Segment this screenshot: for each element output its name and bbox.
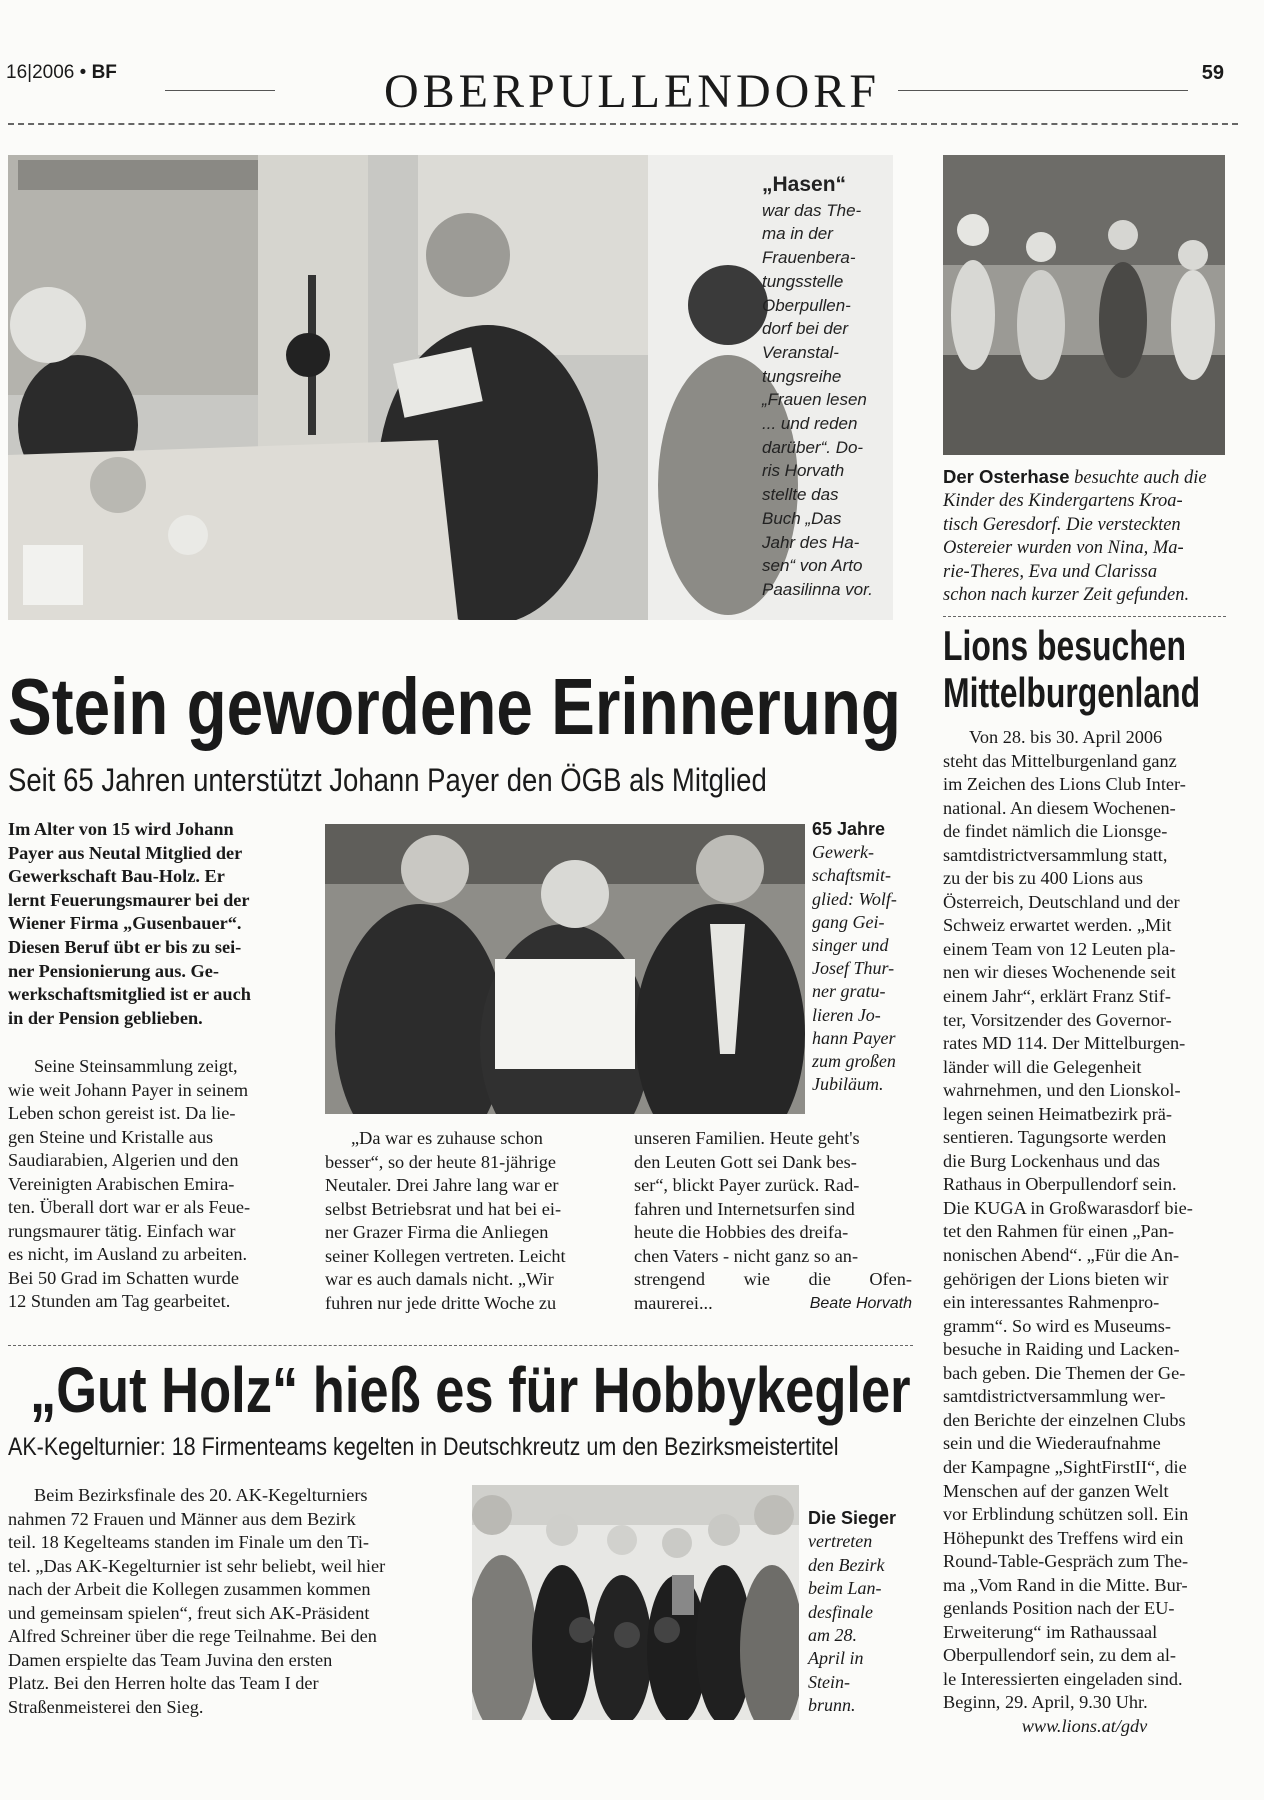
body-line: genlands Position nach der EU- [943,1598,1175,1619]
union-jubilee-photo [325,824,805,1114]
body-line: wahrnehmen, und den Lionskol- [943,1080,1181,1101]
caption-line: besuchte auch die [1074,468,1207,488]
body-line: Beim Bezirksfinale des 20. AK-Kegelturniers [34,1485,368,1505]
body-line: chen Vaters - nicht ganz so an- [634,1245,859,1266]
body-line: bach geben. Die Themen der Ge- [943,1362,1186,1383]
caption-line: tungsstelle [762,271,844,291]
body-line: samtdistrictversammlung statt, [943,844,1168,865]
body-line: ter, Vorsitzender des Governor- [943,1009,1172,1030]
bowling-winners-photo [472,1485,799,1720]
body-line: Erweiterung“ im Rathaussaal [943,1621,1158,1642]
top-caption-title: „Hasen“ [762,173,847,196]
caption-line: Frauenbera- [762,248,856,268]
caption-line: darüber“. Do- [762,437,864,457]
section-title: OBERPULLENDORF [383,65,881,118]
caption-line: ner gratu- [812,981,886,1002]
issue-number: 16|2006 [6,62,75,83]
body-line: war es auch damals nicht. „Wir [325,1269,554,1290]
caption-line: hann Payer [812,1027,896,1048]
body-line: ein interessantes Rahmenpro- [943,1292,1160,1313]
body-line: im Zeichen des Lions Club Inter- [943,774,1186,795]
body-line: „Da war es zuhause schon [351,1128,543,1148]
caption-line: stellte das [762,485,839,505]
easter-caption-lead: Der Osterhase [943,466,1070,487]
easter-caption [943,465,1228,607]
body-line: nonischen Abend“. „Für die An- [943,1245,1180,1266]
caption-line: beim Lan- [808,1578,882,1599]
article1-subhead: Seit 65 Jahren unterstützt Johann Payer den ÖGB als Mitglied [8,762,767,798]
body-line: gehörigen der Lions bieten wir [943,1268,1169,1289]
body-line: rates MD 114. Der Mittelburgen- [943,1033,1186,1054]
paper-logo: BF [91,62,117,83]
caption-line: Josef Thur- [812,958,895,979]
body-line: steht das Mittelburgenland ganz [943,750,1177,771]
body-line: gramm“. So wird es Museums- [943,1315,1171,1336]
body-line: den Berichte der einzelnen Clubs [943,1409,1186,1430]
body-line: rungsmaurer tätig. Einfach war [8,1220,236,1241]
caption-line: schon nach kurzer Zeit gefunden. [943,585,1190,606]
body-line: länder will die Gelegenheit [943,1056,1142,1077]
body-line: seiner Kollegen vertreten. Leicht [325,1245,566,1266]
body-line: Leben schon gereist ist. Da lie- [8,1103,236,1124]
body-line: besser“, so der heute 81-jährige [325,1151,556,1172]
caption-line: Paasilinna vor. [762,579,873,599]
caption-line: Oberpullen- [762,295,851,315]
body-line: Neutaler. Drei Jahre lang war er [325,1175,559,1196]
body-line: Alfred Schreiner über die rege Teilnahme. Bei den [8,1626,377,1647]
body-line: heute die Hobbies des dreifa- [634,1222,849,1243]
bowling-caption-title: Die Sieger [808,1508,897,1528]
article-divider [8,1345,913,1346]
body-line: Schweiz erwartet werden. „Mit [943,915,1172,936]
body-line: und gemeinsam spielen“, freut sich AK-Präsident [8,1602,370,1623]
lead-line: Diesen Beruf übt er bis zu sei- [8,936,242,957]
body-line: Straßenmeisterei den Sieg. [8,1696,204,1717]
headline-line: Lions besuchen [943,622,1186,669]
caption-line: singer und [812,935,889,956]
reading-event-illustration [8,155,893,620]
body-line: Seine Steinsammlung zeigt, [34,1056,238,1076]
header-rule-right [898,90,1188,91]
body-line: besuche in Raiding und Lacken- [943,1339,1180,1360]
lead-line: ner Pensionierung aus. Ge- [8,960,219,981]
article1-body-col3 [634,1127,912,1315]
easter-kids-illustration [943,155,1225,455]
caption-line: desfinale [808,1601,873,1622]
union-photo-caption [812,818,912,1096]
caption-line: Kinder des Kindergartens Kroa- [943,491,1183,512]
caption-line: April in [808,1648,864,1669]
caption-line: Jahr des Ha- [762,532,860,552]
body-line: einem Jahr“, erklärt Franz Stif- [943,986,1171,1007]
body-line: fahren und Internetsurfen sind [634,1198,855,1219]
body-line: tel. „Das AK-Kegelturnier ist sehr beliebt, weil hier [8,1555,386,1576]
union-caption-title: 65 Jahre [812,819,886,839]
body-line: Beginn, 29. April, 9.30 Uhr. [943,1692,1148,1713]
headline-line: Mittelburgenland [943,669,1201,716]
body-line: sentieren. Tagungsorte werden [943,1127,1167,1148]
caption-line: zum großen [812,1051,896,1072]
caption-line: rie-Theres, Eva und Clarissa [943,561,1158,582]
caption-line: Stein- [808,1671,850,1692]
body-line: gen Steine und Kristalle aus [8,1126,214,1147]
body-line: vor Erblindung schützen soll. Ein [943,1504,1189,1525]
caption-line: Ostereier wurden von Nina, Ma- [943,538,1184,559]
body-line: unseren Familien. Heute geht's [634,1128,860,1148]
body-line: ner Grazer Firma die Anliegen [325,1222,549,1243]
caption-line: Veranstal- [762,342,839,362]
caption-line: ... und reden [762,414,858,434]
article2-body [8,1484,450,1719]
lions-url[interactable]: www.lions.at/gdv [1021,1715,1148,1736]
caption-line: ma in der [762,224,833,244]
caption-line: den Bezirk [808,1554,885,1575]
body-line: sein und die Wiederaufnahme [943,1433,1161,1454]
body-line: national. An diesem Wochenen- [943,797,1176,818]
body-line: Die KUGA in Großwarasdorf bie- [943,1197,1193,1218]
bowling-photo-caption [808,1507,908,1718]
body-line: den Leuten Gott sei Dank bes- [634,1151,857,1172]
body-line: teil. 18 Kegelteams standen im Finale um den Ti- [8,1532,370,1553]
body-line: ma „Vom Rand in die Mitte. Bur- [943,1574,1188,1595]
lead-line: Payer aus Neutal Mitglied der [8,842,243,863]
body-line: die Burg Lockenhaus und das [943,1150,1160,1171]
caption-line: Gewerk- [812,842,874,863]
page-number: 59 [1201,62,1224,84]
body-last-line [634,1292,912,1316]
body-line: nen wir dieses Wochenende seit [943,962,1176,983]
body-line: de findet nämlich die Lionsge- [943,821,1168,842]
body-line: es nicht, im Ausland zu arbeiten. [8,1244,248,1265]
article2-subhead: AK-Kegelturnier: 18 Firmenteams kegelten in Deutschkreutz um den Bezirksmeistertitel [8,1433,839,1461]
body-line: Bei 50 Grad im Schatten wurde [8,1267,239,1288]
caption-line: war das The- [762,200,862,220]
body-line: der Kampagne „SightFirstII“, die [943,1456,1187,1477]
body-line: fuhren nur jede dritte Woche zu [325,1292,557,1313]
body-line: Von 28. bis 30. April 2006 [969,727,1163,747]
lead-line: Gewerkschaft Bau-Holz. Er [8,866,225,887]
body-line: Höhepunkt des Treffens wird ein [943,1527,1184,1548]
lead-line: werkschaftsmitglied ist er auch [8,984,251,1005]
caption-line: Buch „Das [762,508,842,528]
body-line: Saudiarabien, Algerien und den [8,1150,239,1171]
article3-headline [943,622,1200,716]
top-photo-caption [762,173,886,602]
body-line: Platz. Bei den Herren holte das Team I der [8,1673,319,1694]
article3-body [943,726,1226,1739]
caption-line: vertreten [808,1531,873,1552]
body-line: le Interessierten eingeladen sind. [943,1668,1183,1689]
body-line: einem Team von 12 Leuten pla- [943,938,1176,959]
lead-line: in der Pension geblieben. [8,1007,203,1028]
body-line: Vereinigten Arabischen Emira- [8,1173,235,1194]
body-line: ser“, blickt Payer zurück. Rad- [634,1175,860,1196]
body-line: ten. Überall dort war er als Feue- [8,1197,251,1218]
reading-event-photo [8,155,893,620]
body-line: nach der Arbeit die Kollegen zusammen kommen [8,1579,371,1600]
body-line: 12 Stunden am Tag gearbeitet. [8,1291,231,1312]
caption-line: am 28. [808,1625,857,1646]
article1-body-col1 [8,1055,292,1314]
caption-line: schaftsmit- [812,865,891,886]
header-dash-divider [8,123,1238,125]
body-line: Menschen auf der ganzen Welt [943,1480,1169,1501]
caption-line: „Frauen lesen [762,390,867,410]
caption-line: brunn. [808,1695,856,1716]
body-line: zu der bis zu 400 Lions aus [943,868,1144,889]
article2-headline: „Gut Holz“ hieß es für Hobbykegler [30,1354,911,1426]
caption-line: sen“ von Arto [762,556,863,576]
caption-line: glied: Wolf- [812,888,897,909]
bowling-winners-illustration [472,1485,799,1720]
caption-line: dorf bei der [762,319,848,339]
lead-line: Im Alter von 15 wird Johann [8,819,234,839]
body-line: Round-Table-Gespräch zum The- [943,1551,1189,1572]
header-bullet: • [79,62,87,83]
lead-line: lernt Feuerungsmaurer bei der [8,889,250,910]
body-line: strengend wie die Ofen- [634,1269,912,1290]
caption-line: lieren Jo- [812,1004,881,1025]
lead-line: Wiener Firma „Gusenbauer“. [8,913,242,934]
body-line: Oberpullendorf sein, zu dem al- [943,1645,1177,1666]
article1-lead [8,818,292,1030]
caption-line: tisch Geresdorf. Die versteckten [943,514,1181,535]
caption-line: ris Horvath [762,461,845,481]
caption-line: gang Gei- [812,911,885,932]
article1-author: Beate Horvath [809,1294,912,1312]
body-line: Rathaus in Oberpullendorf sein. [943,1174,1177,1195]
body-line: nahmen 72 Frauen und Männer aus dem Bezirk [8,1508,356,1529]
union-jubilee-illustration [325,824,805,1114]
body-line: maurerei... [634,1292,713,1313]
article1-headline: Stein gewordene Erinnerung [8,662,902,751]
body-line: wie weit Johann Payer in seinem [8,1079,249,1100]
body-line: Damen erspielte das Team Juvina den ersten [8,1649,333,1670]
body-line: legen seinen Heimatbezirk prä- [943,1103,1172,1124]
body-line: samtdistrictversammlung wer- [943,1386,1166,1407]
body-line: selbst Betriebsrat und hat bei ei- [325,1198,562,1219]
body-line: Österreich, Deutschland und der [943,891,1180,912]
body-line: tet den Rahmen für einen „Pan- [943,1221,1174,1242]
right-column-divider [943,616,1226,617]
caption-line: Jubiläum. [812,1074,884,1095]
article1-body-col2 [325,1127,603,1315]
easter-kids-photo [943,155,1225,455]
caption-line: tungsreihe [762,366,842,386]
